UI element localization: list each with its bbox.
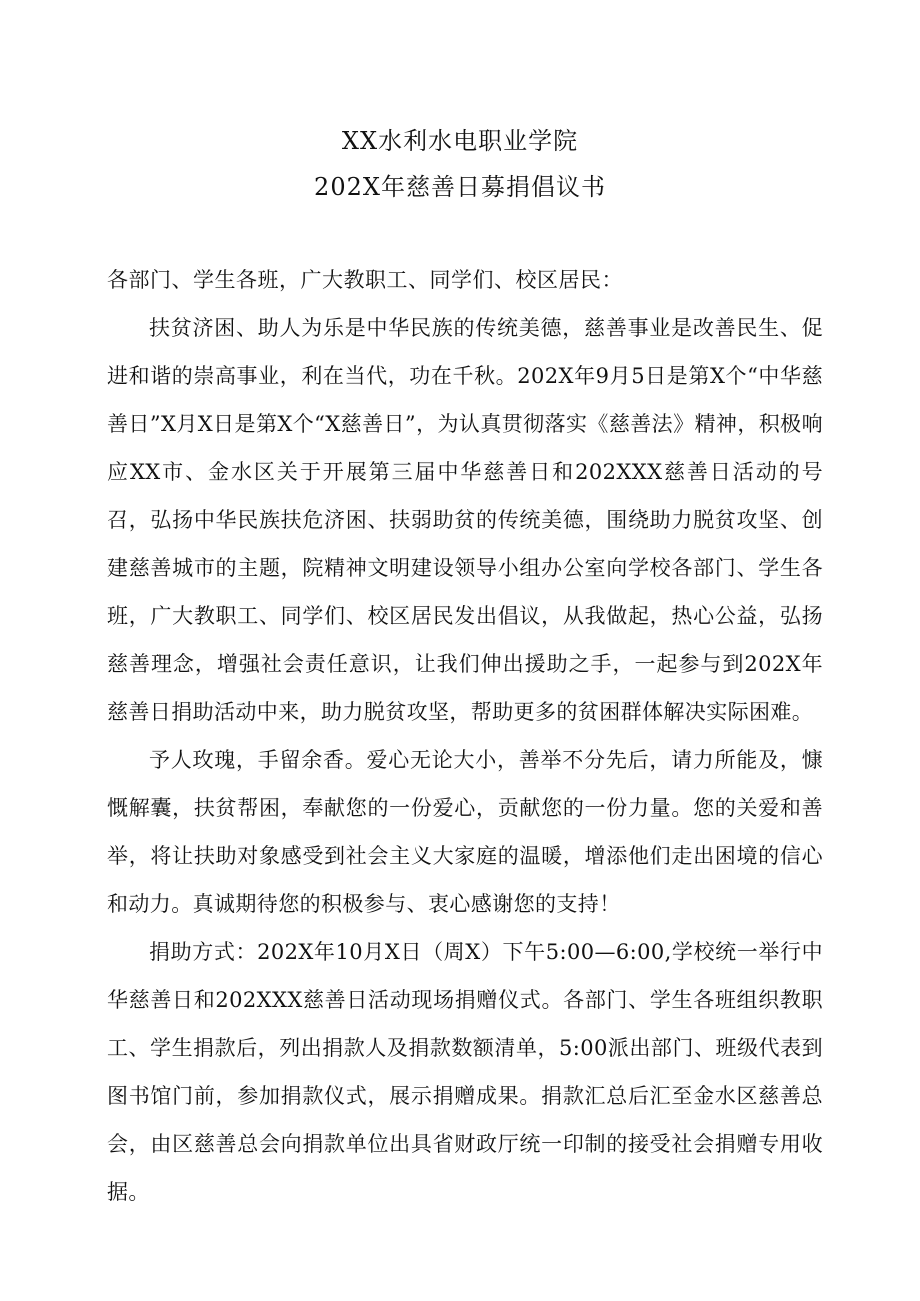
salutation: 各部门、学生各班，广大教职工、同学们、校区居民： [107,268,623,292]
paragraph-appeal: 予人玫瑰，手留余香。爱心无论大小，善举不分先后，请力所能及，慷慨解囊，扶贫帮困，奉献您的一份爱心，贡献您的一份力量。您的关爱和善举，将让扶助对象感受到社会主义大家庭的温暖，增添他们走出困境的信心和动力。真诚期待您的积极参与、衷心感谢您的支持！ [107,748,823,916]
document-body [107,256,823,1216]
title-block [0,118,920,210]
document-title-line2: 202X年慈善日募捐倡议书 [314,173,606,201]
document-title-line1: XX水利水电职业学院 [341,127,579,155]
paragraph-donation-method: 捐助方式：202X年10月X日（周X）下午5:00—6:00,学校统一举行中华慈善日和202XXX慈善日活动现场捐赠仪式。各部门、学生各班组织教职工、学生捐款后，列出捐款人及捐款数额清单，5:00派出部门、班级代表到图书馆门前，参加捐款仪式，展示捐赠成果。捐款汇总后汇至金水区慈善总会，由区慈善总会向捐款单位出具省财政厅统一印制的接受社会捐赠专用收据。 [107,940,823,1204]
paragraph-intro: 扶贫济困、助人为乐是中华民族的传统美德，慈善事业是改善民生、促进和谐的崇高事业，利在当代，功在千秋。202X年9月5日是第X个“中华慈善日”X月X日是第X个“X慈善日”，为认真贯彻落实《慈善法》精神，积极响应XX市、金水区关于开展第三届中华慈善日和202XXX慈善日活动的号召，弘扬中华民族扶危济困、扶弱助贫的传统美德，围绕助力脱贫攻坚、创建慈善城市的主题，院精神文明建设领导小组办公室向学校各部门、学生各班，广大教职工、同学们、校区居民发出倡议，从我做起，热心公益，弘扬慈善理念，增强社会责任意识，让我们伸出援助之手，一起参与到202X年慈善日捐助活动中来，助力脱贫攻坚，帮助更多的贫困群体解决实际困难。 [107,316,823,724]
